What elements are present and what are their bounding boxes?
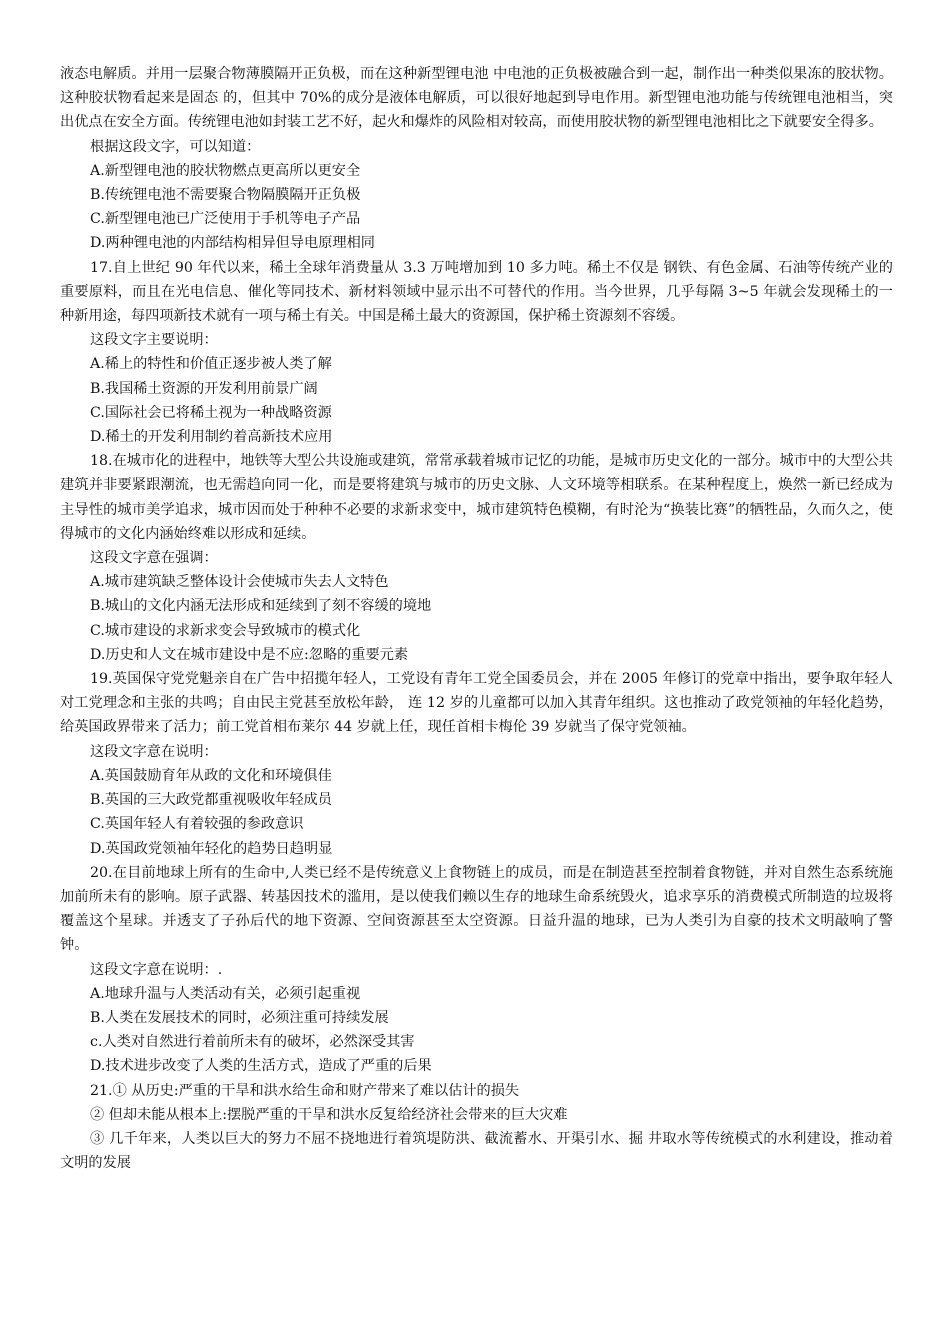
question-21-item-2: ② 但却未能从根本上:摆脱严重的干旱和洪水反复给经济社会带来的巨大灾难 (90, 1106, 568, 1123)
question-20-option-d: D.技术进步改变了人类的生活方式，造成了严重的后果 (90, 1058, 432, 1075)
question-17-passage: 17.自上世纪 90 年代以来，稀土全球年消费量从 3.3 万吨增加到 10 多力吨。稀土不仅是 钢铁、有色金属、石油等传统产业的重要原料，而且在光电信息、催化等同技术、新材料领域中显示出不可替代的作用。当今世界，几乎每隔 3~5 年就会发现稀土的一种新用途，每四项新技术就有一项与稀土有关。中国是稀土最大的资源国，保护稀土资源刻不容缓。 (60, 259, 893, 325)
question-19-option-d: D.英国政党领袖年轻化的趋势日趋明显 (90, 840, 333, 857)
question-16-stem: 根据这段文字，可以知道： (90, 138, 261, 155)
question-21-item-3: ③ 几千年来，人类以巨大的努力不屈不挠地进行着筑堤防洪、截流蓄水、开渠引水、掘 井取水等传统模式的水利建设，推动着文明的发展 (60, 1130, 893, 1172)
question-19-option-c: C.英国年轻人有着较强的参政意识 (90, 816, 304, 833)
question-16-option-a: A.新型锂电池的胶状物燃点更高所以更安全 (90, 162, 361, 179)
question-19-option-b: B.英国的三大政党都重视吸收年轻成员 (90, 792, 332, 809)
question-18-option-d: D.历史和人文在城市建设中是不应:忽略的重要元素 (90, 646, 409, 663)
passage-16-continuation: 液态电解质。并用一层聚合物薄膜隔开正负极，而在这种新型锂电池 中电池的正负极被融合到一起，制作出一种类似果冻的胶状物。这种胶状物看起来是固态 的，但其中 70%的成分是液体电解质，可以很好地起到导电作用。新型锂电池功能与传统锂电池相当，突出优点在安全方面。传统锂电池如封装工艺不好，起火和爆炸的风险相对较高，而使用胶状物的新型锂电池相比之下就要安全得多。 (60, 66, 893, 131)
question-21-item-1: 21.① 从历史:严重的干旱和洪水给生命和财产带来了难以估计的损失 (90, 1082, 520, 1099)
question-18-option-a: A.城市建筑缺乏整体设计会使城市失去人文特色 (90, 574, 389, 591)
question-17-option-b: B.我国稀土资源的开发利用前景广阔 (90, 380, 318, 397)
question-20-option-a: A.地球升温与人类活动有关，必须引起重视 (90, 985, 361, 1002)
question-16-option-b: B.传统锂电池不需要聚合物隔膜隔开正负极 (90, 187, 361, 204)
question-20-passage: 20.在目前地球上所有的生命中,人类已经不是传统意义上食物链上的成员，而是在制造甚至控制着食物链，并对自然生态系统施加前所未有的影响。原子武器、转基因技术的滥用，是以使我们赖以生存的地球生命系统毁火，追求享乐的消费模式所制造的垃圾将覆盖这个星球。并透支了子孙后代的地下资源、空间资源甚至太空资源。日益升温的地球，已为人类引为自豪的技术文明敲响了警钟。 (60, 864, 893, 954)
document-page (60, 62, 893, 1175)
question-18-stem: 这段文字意在强调： (90, 550, 218, 567)
question-20-stem: 这段文字意在说明：. (90, 961, 223, 978)
question-17-option-a: A.稀上的特性和价值正逐步被人类了解 (90, 356, 332, 373)
question-17-option-d: D.稀土的开发利用制约着高新技术应用 (90, 429, 333, 446)
question-17-stem: 这段文字主要说明： (90, 332, 218, 349)
question-16-option-c: C.新型锂电池已广泛使用于手机等电子产品 (90, 211, 361, 228)
question-19-stem: 这段文字意在说明： (90, 743, 218, 760)
question-18-option-c: C.城市建设的求新求变会导致城市的模式化 (90, 622, 361, 639)
question-19-option-a: A.英国鼓励育年从政的文化和环境俱佳 (90, 767, 332, 784)
question-19-passage: 19.英国保守党党魁亲自在广告中招揽年轻人，工党设有青年工党全国委员会，并在 2005 年修订的党章中指出，要争取年轻人对工党理念和主张的共鸣；自由民主党甚至放松年龄， 连 12 岁的儿童都可以加入其青年组织。这也推动了政党领袖的年轻化趋势，给英国政界带来了活力；前工党首相布莱尔 44 岁就上任，现任首相卡梅伦 39 岁就当了保守党领袖。 (60, 671, 893, 736)
question-20-option-c: c.人类对自然进行着前所未有的破坏，必然深受其害 (90, 1034, 415, 1051)
question-18-option-b: B.城山的文化内涵无法形成和延续到了刻不容缓的境地 (90, 598, 432, 615)
question-16-option-d: D.两种锂电池的内部结构相异但导电原理相同 (90, 235, 375, 252)
question-18-passage: 18.在城市化的进程中，地铁等大型公共设施或建筑，常常承载着城市记忆的功能，是城市历史文化的一部分。城市中的大型公共建筑并非要紧跟潮流，也无需趋向同一化，而是要将建筑与城市的历史文脉、人文环境等相联系。在某种程度上，焕然一新已经成为主导性的城市美学追求，城市因而处于种种不必要的求新求变中，城市建筑特色模糊，有时沦为“换装比赛”的牺牲品，久而久之，使得城市的文化内涵始终难以形成和延续。 (60, 453, 893, 542)
question-17-option-c: C.国际社会已将稀土视为一种战略资源 (90, 404, 332, 421)
question-20-option-b: B.人类在发展技术的同时，必须注重可持续发展 (90, 1009, 389, 1026)
